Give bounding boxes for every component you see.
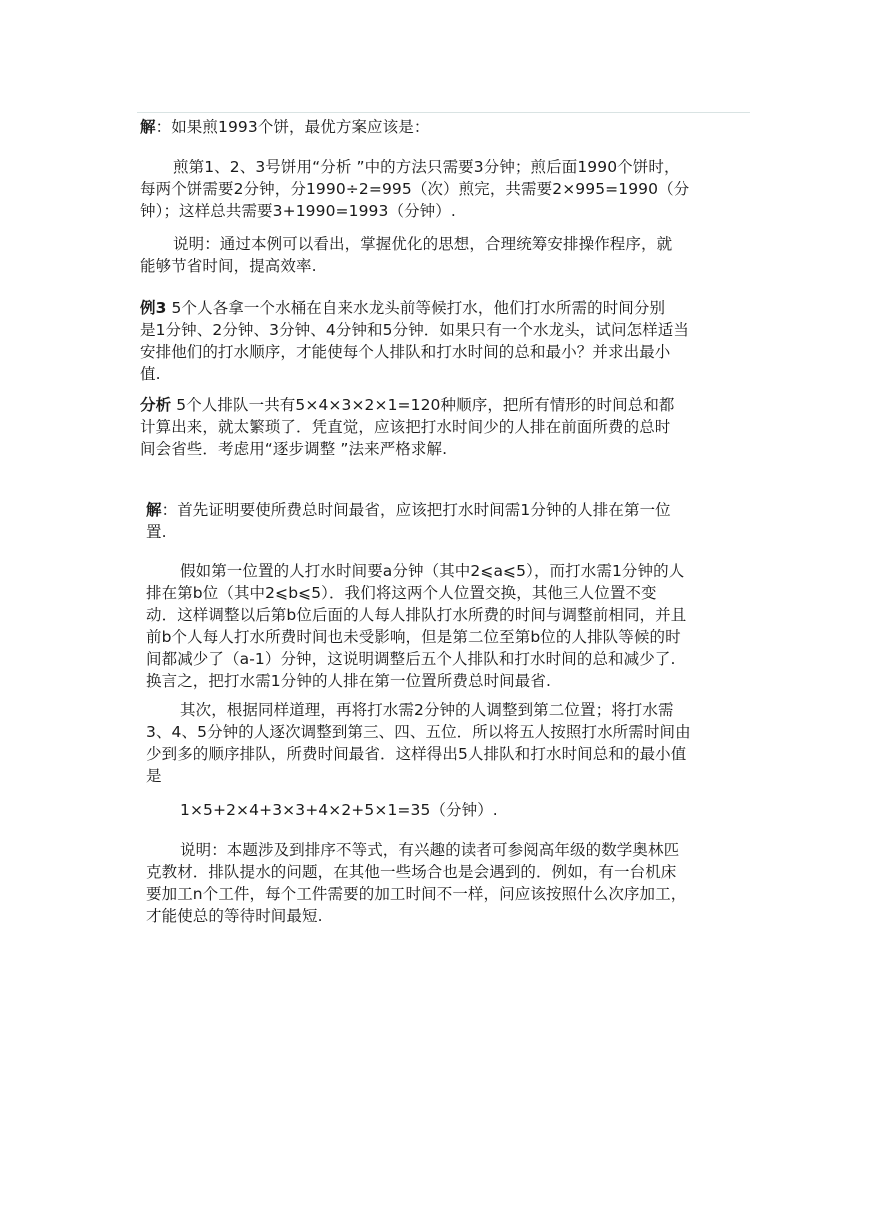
text-line: 能够节省时间，提高效率. <box>140 257 317 275</box>
text-line: 才能使总的等待时间最短. <box>146 907 323 925</box>
solution-1-text: ：如果煎1993个饼，最优方案应该是： <box>155 118 430 136</box>
text-line: 其次，根据同样道理，再将打水需2分钟的人调整到第二位置；将打水需 <box>180 701 674 719</box>
text-line: 煎第1、2、3号饼用“分析 ”中的方法只需要3分钟；煎后面1990个饼时， <box>173 158 680 176</box>
text-line: 每两个饼需要2分钟，分1990÷2=995（次）煎完，共需要2×995=1990（分 <box>140 180 690 198</box>
text-line: ：首先证明要使所费总时间最省，应该把打水时间需1分钟的人排在第一位 <box>161 501 671 519</box>
text-line: 克教材．排队提水的问题，在其他一些场合也是会遇到的．例如，有一台机床 <box>146 863 677 881</box>
text-line: 置. <box>146 523 167 541</box>
proof-paragraph <box>146 560 750 692</box>
solution-label: 解 <box>146 501 162 519</box>
text-line: 是1分钟、2分钟、3分钟、4分钟和5分钟．如果只有一个水龙头，试问怎样适当 <box>140 321 690 339</box>
text-line: 安排他们的打水顺序，才能使每个人排队和打水时间的总和最小？并求出最小 <box>140 343 671 361</box>
text-line: 间会省些．考虑用“逐步调整 ”法来严格求解. <box>140 440 448 458</box>
note-1-paragraph <box>140 233 750 277</box>
text-line: 假如第一位置的人打水时间要a分钟（其中2⩽a⩽5），而打水需1分钟的人 <box>180 562 685 580</box>
text-line: 说明：通过本例可以看出，掌握优化的思想，合理统筹安排操作程序，就 <box>173 235 673 253</box>
analysis-paragraph <box>140 394 750 460</box>
solution-1-paragraph <box>140 156 750 222</box>
text-line: 动．这样调整以后第b位后面的人每人排队打水所费的时间与调整前相同，并且 <box>146 606 687 624</box>
text-line: 说明：本题涉及到排序不等式，有兴趣的读者可参阅高年级的数学奥林匹 <box>180 841 680 859</box>
text-line: 间都减少了（a-1）分钟，这说明调整后五个人排队和打水时间的总和减少了. <box>146 650 676 668</box>
solution-2-heading <box>146 499 750 543</box>
text-line: 3、4、5分钟的人逐次调整到第三、四、五位．所以将五人按照打水所需时间由 <box>146 723 691 741</box>
top-divider <box>137 112 750 113</box>
text-line: 排在第b位（其中2⩽b⩽5）．我们将这两个人位置交换，其他三人位置不变 <box>146 584 657 602</box>
result-formula <box>146 799 750 821</box>
next-step-paragraph <box>146 699 750 787</box>
text-line: 计算出来，就太繁琐了．凭直觉，应该把打水时间少的人排在前面所费的总时 <box>140 418 671 436</box>
text-line: 5个人各拿一个水桶在自来水龙头前等候打水，他们打水所需的时间分别 <box>166 299 666 317</box>
text-line: 是 <box>146 767 162 785</box>
text-line: 少到多的顺序排队，所费时间最省．这样得出5人排队和打水时间总和的最小值 <box>146 745 687 763</box>
solution-label: 解 <box>140 118 156 136</box>
text-line: 要加工n个工件，每个工件需要的加工时间不一样，问应该按照什么次序加工， <box>146 885 687 903</box>
analysis-label: 分析 <box>140 396 172 414</box>
text-line: 钟）；这样总共需要3+1990=1993（分钟）. <box>140 202 456 220</box>
text-line: 值. <box>140 365 161 383</box>
example-label: 例3 <box>140 299 167 317</box>
text-line: 前b个人每人打水所费时间也未受影响，但是第二位至第b位的人排队等候的时 <box>146 628 681 646</box>
example-3-paragraph <box>140 297 750 385</box>
text-line: 5个人排队一共有5×4×3×2×1=120种顺序，把所有情形的时间总和都 <box>171 396 675 414</box>
text-line: 换言之，把打水需1分钟的人排在第一位置所费总时间最省. <box>146 672 551 690</box>
note-2-paragraph <box>146 839 750 927</box>
solution-1-heading <box>140 116 750 138</box>
formula-line: 1×5+2×4+3×3+4×2+5×1=35（分钟）. <box>180 801 498 819</box>
